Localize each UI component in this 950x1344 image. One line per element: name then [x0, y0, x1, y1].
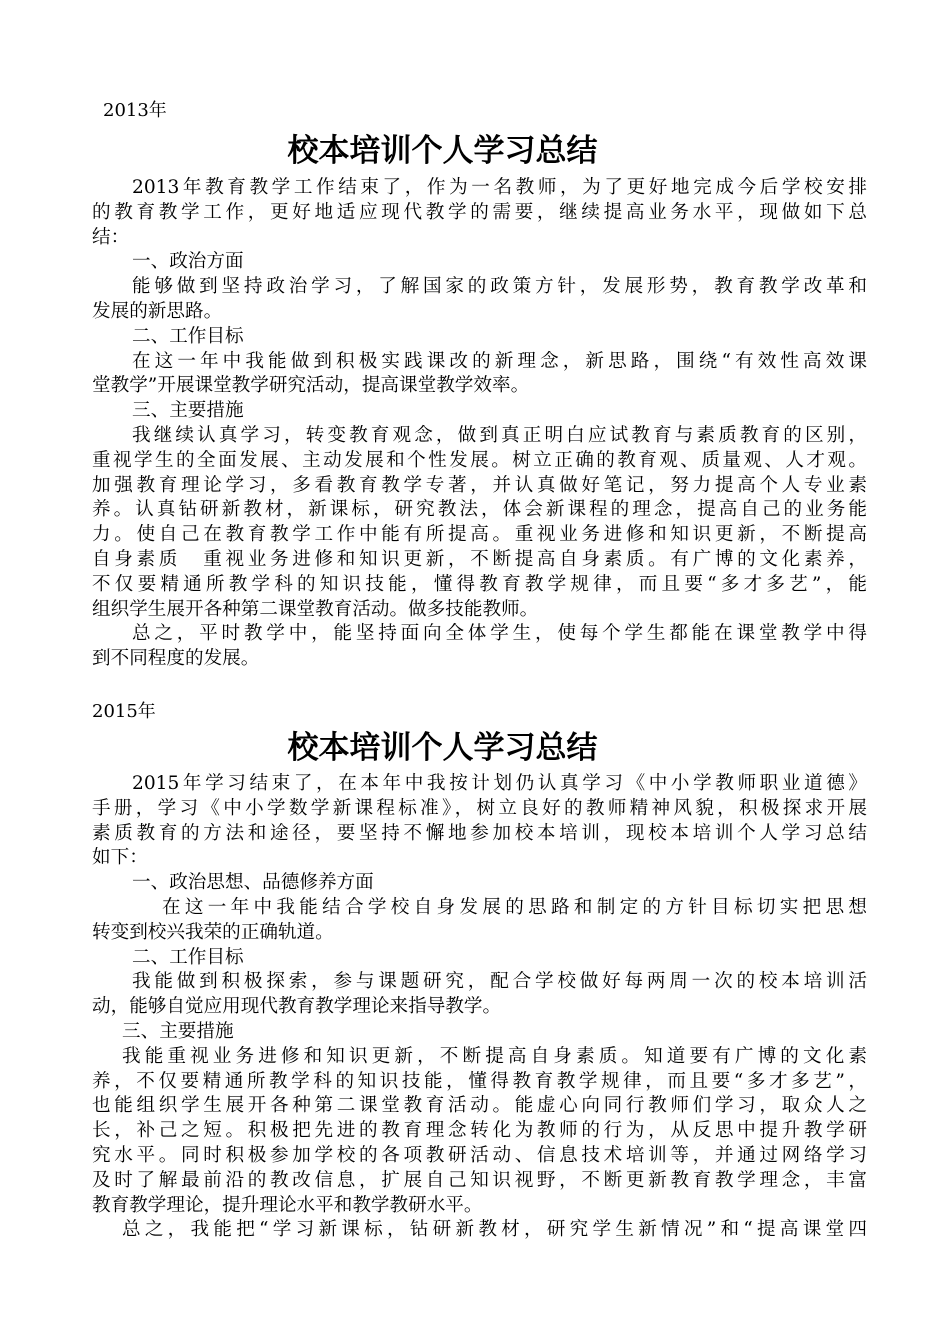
paragraph-line: 我能重视业务进修和知识更新，不断提高自身素质。知道要有广博的文化素	[122, 1045, 867, 1067]
paragraph-line: 素质教育的方法和途径，要坚持不懈地参加校本培训，现校本培训个人学习总结	[92, 822, 867, 844]
paragraph-line: 重视学生的全面发展、主动发展和个性发展。树立正确的教育观、质量观、人才观。	[92, 449, 867, 471]
paragraph-line: 加强教育理论学习，多看教育教学专著，并认真做好笔记，努力提高个人专业素	[92, 474, 867, 496]
heading-politics: 一、政治方面	[132, 251, 244, 273]
paragraph-line: 转变到校兴我荣的正确轨道。	[92, 921, 334, 943]
paragraph-line: 如下：	[92, 847, 148, 869]
heading-measures: 三、主要措施	[132, 400, 244, 422]
paragraph-line: 发展的新思路。	[92, 300, 223, 322]
paragraph-line: 也能组织学生展开各种第二课堂教育活动。能虚心向同行教师们学习，取众人之	[92, 1095, 867, 1117]
paragraph-line: 养。认真钻研新教材，新课标，研究教法，体会新课程的理念，提高自己的业务能	[92, 499, 867, 521]
heading-work-goals: 二、工作目标	[132, 946, 244, 968]
paragraph-line: 及时了解最前沿的教改信息，扩展自己知识视野，不断更新教育教学理念，丰富	[92, 1169, 867, 1191]
paragraph-line: 总之，平时教学中，能坚持面向全体学生，使每个学生都能在课堂教学中得	[132, 623, 867, 645]
section-body	[92, 176, 867, 672]
paragraph-line: 力。使自己在教育教学工作中能有所提高。重视业务进修和知识更新，不断提高	[92, 524, 867, 546]
paragraph-line: 养，不仅要精通所教学科的知识技能，懂得教育教学规律，而且要“多才多艺”，	[92, 1070, 867, 1092]
paragraph-line: 自身素质 重视业务进修和知识更新，不断提高自身素质。有广博的文化素养，	[92, 548, 867, 570]
paragraph-line: 结：	[92, 226, 130, 248]
paragraph-line: 总之，我能把“学习新课标，钻研新教材，研究学生新情况”和“提高课堂四	[122, 1219, 867, 1241]
paragraph-line: 手册，学习《中小学数学新课程标准》，树立良好的教师精神风貌，积极探求开展	[92, 797, 867, 819]
paragraph-line: 堂教学”开展课堂教学研究活动，提高课堂教学效率。	[92, 375, 530, 397]
paragraph-line: 组织学生展开各种第二课堂教育活动。做多技能教师。	[92, 598, 539, 620]
paragraph-line: 2015年学习结束了，在本年中我按计划仍认真学习《中小学教师职业道德》	[132, 773, 867, 794]
paragraph-line: 我能做到积极探索，参与课题研究，配合学校做好每两周一次的校本培训活	[132, 971, 867, 993]
paragraph-line: 究水平。同时积极参加学校的各项教研活动、信息技术培训等，并通过网络学习	[92, 1144, 867, 1166]
heading-measures: 三、主要措施	[122, 1020, 234, 1042]
paragraph-line: 我继续认真学习，转变教育观念，做到真正明白应试教育与素质教育的区别，	[132, 424, 867, 446]
paragraph-line: 动，能够自觉应用现代教育教学理论来指导教学。	[92, 996, 502, 1018]
paragraph-line: 教育教学理论，提升理论水平和教学教研水平。	[92, 1194, 483, 1216]
paragraph-line: 长，补己之短。积极把先进的教育理念转化为教师的行为，从反思中提升教学研	[92, 1120, 867, 1142]
paragraph-line: 不仅要精通所教学科的知识技能，懂得教育教学规律，而且要“多才多艺”，能	[92, 573, 867, 595]
section-body	[92, 772, 867, 1243]
paragraph-line: 2013年教育教学工作结束了，作为一名教师，为了更好地完成今后学校安排	[132, 177, 867, 198]
year-label: 2013年	[103, 100, 167, 121]
paragraph-line: 到不同程度的发展。	[92, 648, 260, 670]
heading-work-goals: 二、工作目标	[132, 325, 244, 347]
year-label: 2015年	[92, 701, 156, 722]
section-title: 校本培训个人学习总结	[287, 133, 598, 169]
paragraph-line: 的教育教学工作，更好地适应现代教学的需要，继续提高业务水平，现做如下总	[92, 201, 867, 223]
paragraph-line: 在这一年中我能结合学校自身发展的思路和制定的方针目标切实把思想	[162, 896, 867, 918]
section-title: 校本培训个人学习总结	[287, 730, 598, 766]
heading-politics-morality: 一、政治思想、品德修养方面	[132, 872, 374, 894]
paragraph-line: 在这一年中我能做到积极实践课改的新理念，新思路，围绕“有效性高效课	[132, 350, 867, 372]
paragraph-line: 能够做到坚持政治学习，了解国家的政策方针，发展形势，教育教学改革和	[132, 276, 867, 298]
